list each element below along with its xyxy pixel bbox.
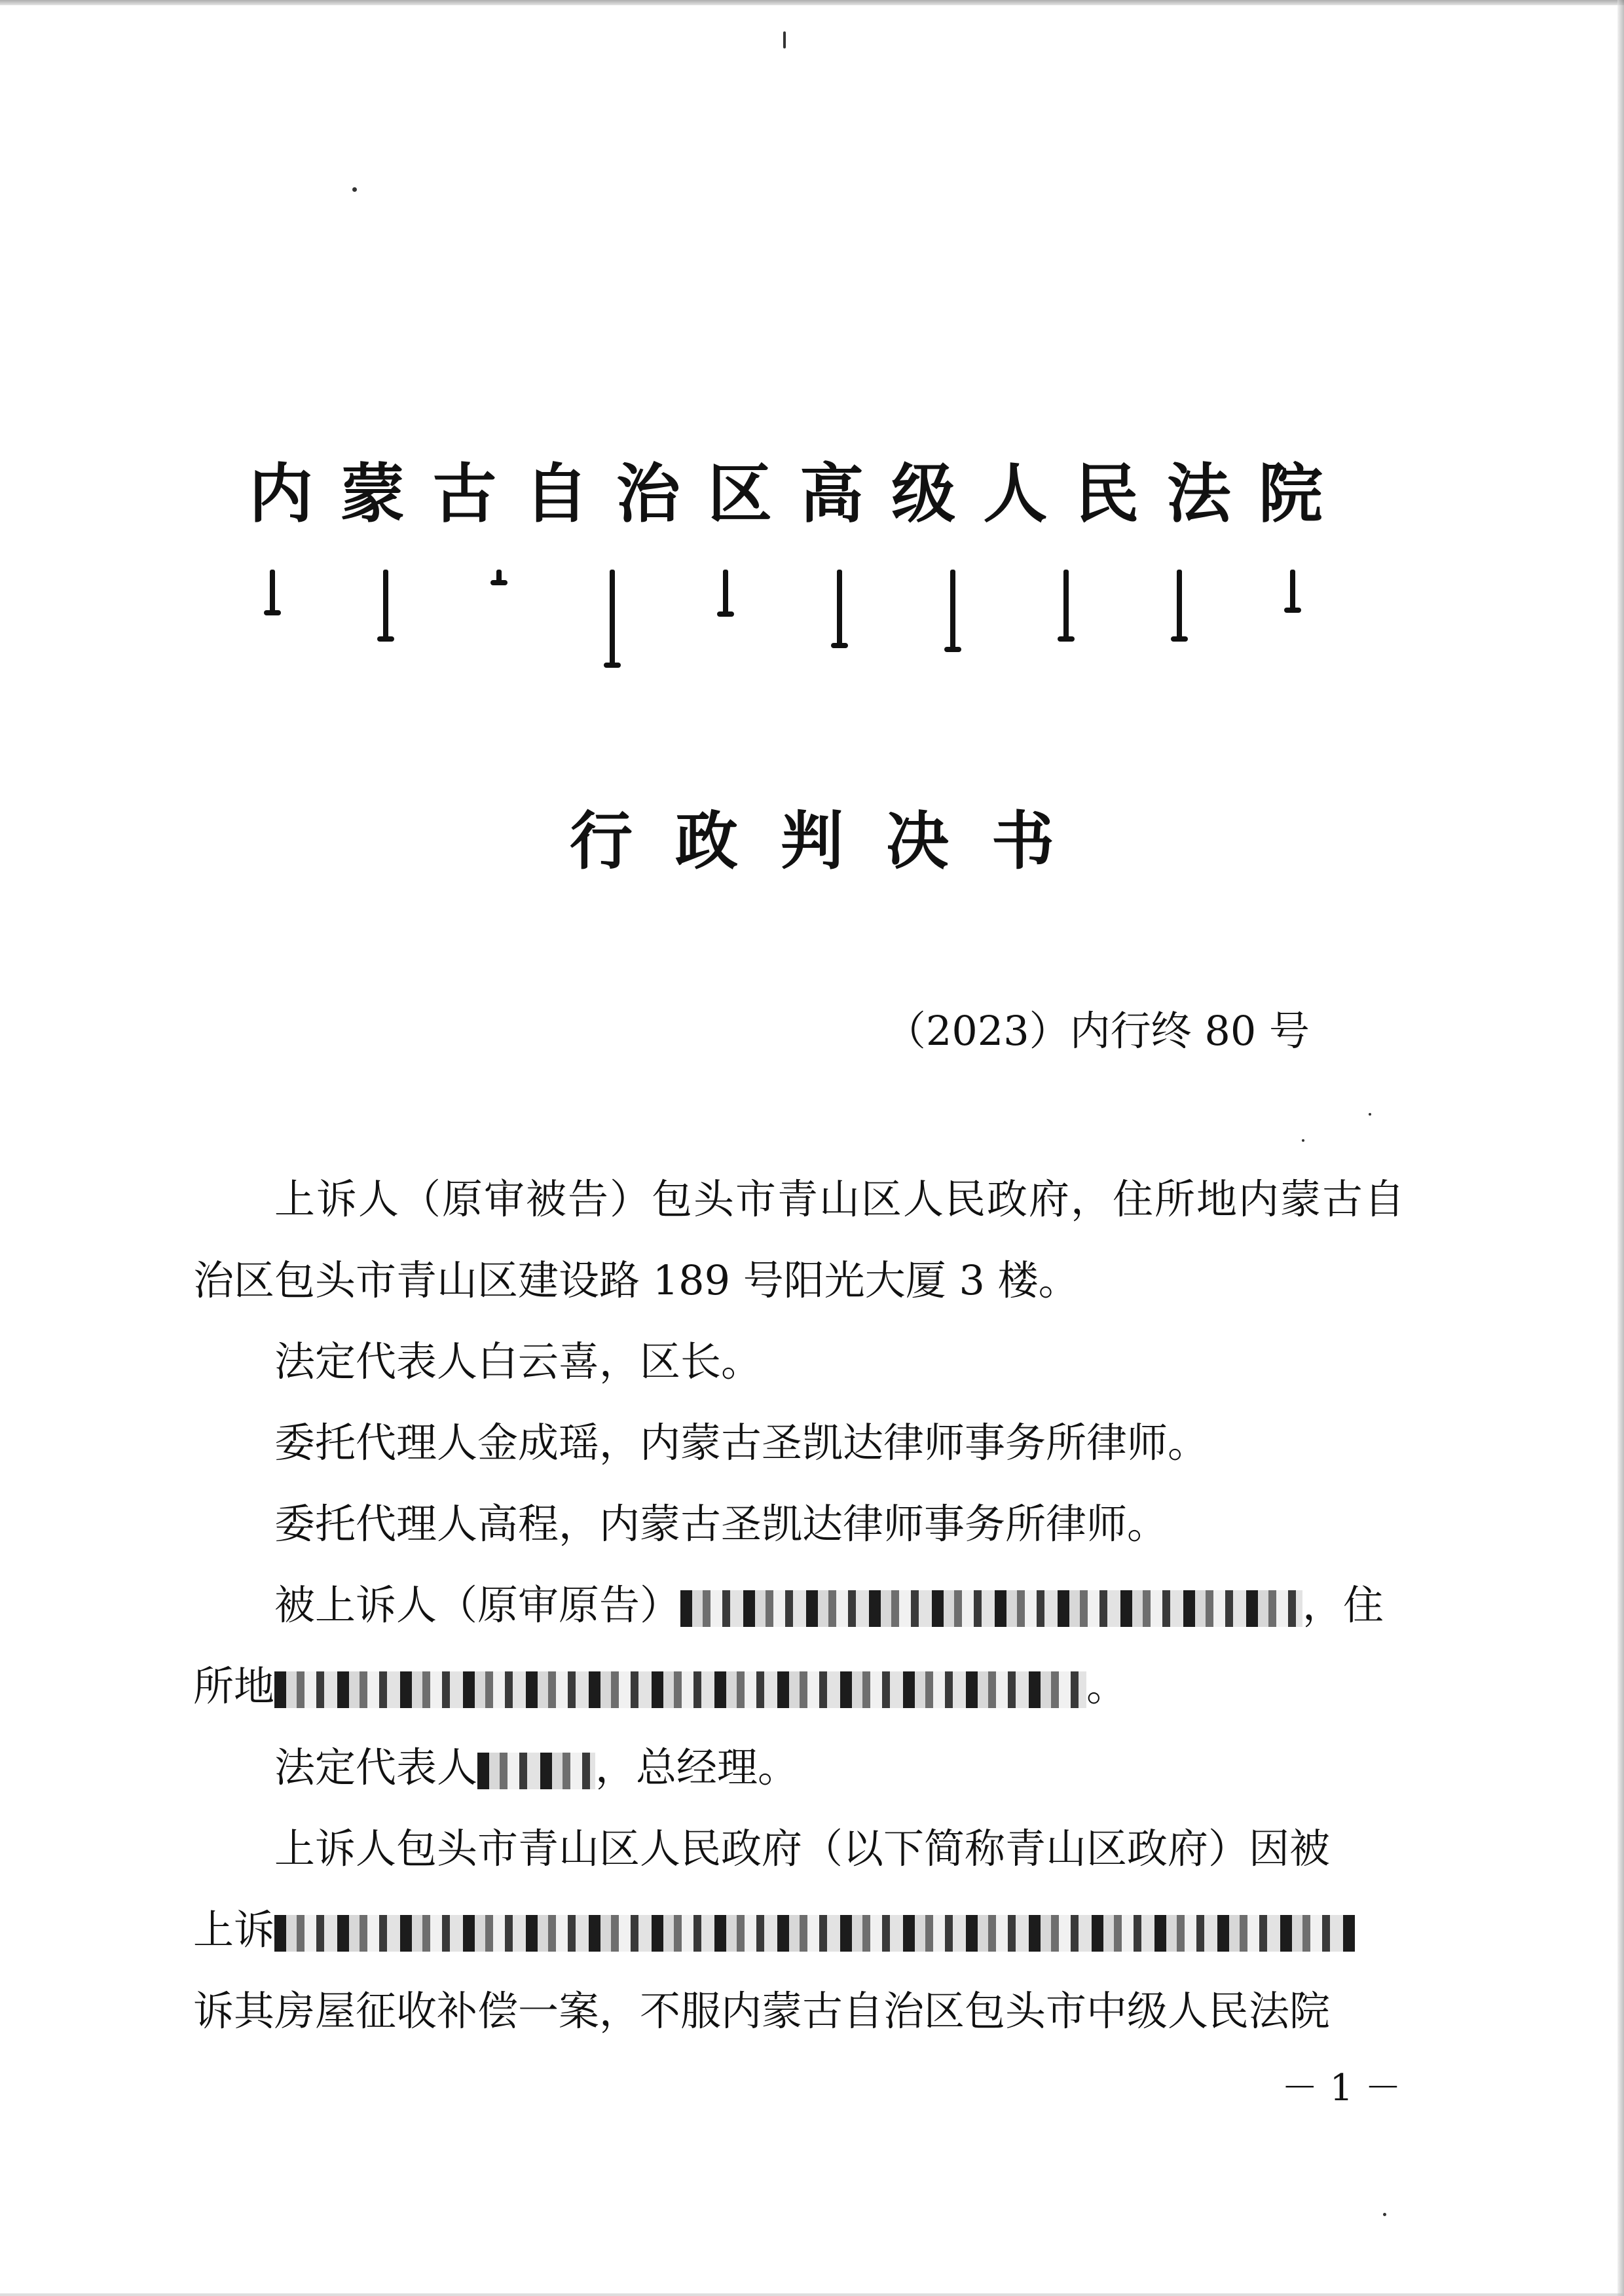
mongolian-script-word: [599, 570, 626, 668]
document-title-char: 行: [570, 804, 633, 878]
address-label: 所地: [193, 1662, 275, 1710]
document-title-char: 判: [781, 804, 843, 878]
appellant-representative: 法定代表人白云喜，区长。: [274, 1338, 762, 1385]
scan-speck: [352, 187, 357, 192]
document-title-char: 决: [886, 804, 949, 878]
mongolian-script-word: [712, 570, 739, 617]
appellee-label: 被上诉人（原审原告）: [274, 1581, 681, 1629]
scan-edge-right: [1617, 0, 1624, 2296]
mongolian-script-word: [826, 570, 853, 648]
case-intro-label: 上诉: [193, 1906, 275, 1954]
agent-paragraph: 委托代理人金成瑶，内蒙古圣凯达律师事务所律师。: [274, 1419, 1209, 1467]
mongolian-script-word: [259, 570, 286, 615]
court-name-char: 古: [432, 456, 497, 532]
agent-paragraph: 委托代理人高程，内蒙古圣凯达律师事务所律师。: [274, 1500, 1168, 1548]
document-title-char: 政: [675, 804, 738, 878]
appellant-paragraph: 上诉人（原审被告）包头市青山区人民政府，住所地内蒙古自治区包头市青山区建设路 189 号阳光大厦 3 楼。: [193, 1175, 1405, 1304]
case-intro-tail: 诉其房屋征收补偿一案，不服内蒙古自治区包头市中级人民法院: [193, 1987, 1331, 2035]
mongolian-script-word: [372, 570, 399, 642]
court-name-char: 内: [249, 456, 314, 532]
scan-speck: [1302, 1139, 1304, 1142]
court-name-char: 治: [616, 456, 680, 532]
case-intro-continued: [193, 1889, 1405, 1971]
appellee-suffix: ，住: [1302, 1581, 1384, 1629]
mongolian-script-word: [1279, 570, 1306, 613]
document-title: [570, 799, 1054, 884]
redacted-block: [680, 1590, 1302, 1627]
mongolian-script-word: [939, 570, 967, 652]
scan-speck: [1369, 1113, 1371, 1116]
court-name-char: 高: [800, 456, 864, 532]
document-title-char: 书: [991, 804, 1054, 878]
court-name-char: 区: [707, 456, 772, 532]
scan-speck: [783, 31, 786, 48]
case-intro-paragraph: 上诉人包头市青山区人民政府（以下简称青山区政府）因被: [274, 1825, 1331, 1872]
mongolian-court-name: [259, 570, 1306, 674]
redacted-block: [274, 1671, 1086, 1708]
judgment-body: [193, 1159, 1405, 2052]
case-number: （2023）内行终 80 号: [885, 1007, 1310, 1055]
appellee-representative: [193, 1727, 1405, 1808]
mongolian-script-word: [1166, 570, 1193, 642]
mongolian-script-word: [1052, 570, 1080, 642]
scan-speck: [1383, 2213, 1386, 2216]
mongolian-script-word: [485, 570, 513, 585]
address-suffix: 。: [1086, 1662, 1128, 1710]
page-number: － 1 －: [1281, 2067, 1401, 2109]
court-name-char: 自: [524, 456, 589, 532]
court-name-char: 法: [1166, 456, 1231, 532]
court-name-char: 蒙: [341, 456, 405, 532]
court-name: [249, 452, 1323, 537]
scan-edge-top: [0, 0, 1624, 5]
appellee-paragraph: [193, 1565, 1405, 1646]
representative-label: 法定代表人: [274, 1743, 478, 1791]
court-name-char: 级: [891, 456, 956, 532]
appellee-address: [193, 1646, 1405, 1727]
court-name-char: 民: [1075, 456, 1139, 532]
court-name-char: 人: [983, 456, 1048, 532]
scan-edge-bottom: [0, 2293, 1624, 2296]
representative-title: ，总经理。: [595, 1743, 799, 1791]
court-name-char: 院: [1258, 456, 1323, 532]
redacted-block: [477, 1753, 595, 1789]
redacted-block: [274, 1915, 1355, 1952]
